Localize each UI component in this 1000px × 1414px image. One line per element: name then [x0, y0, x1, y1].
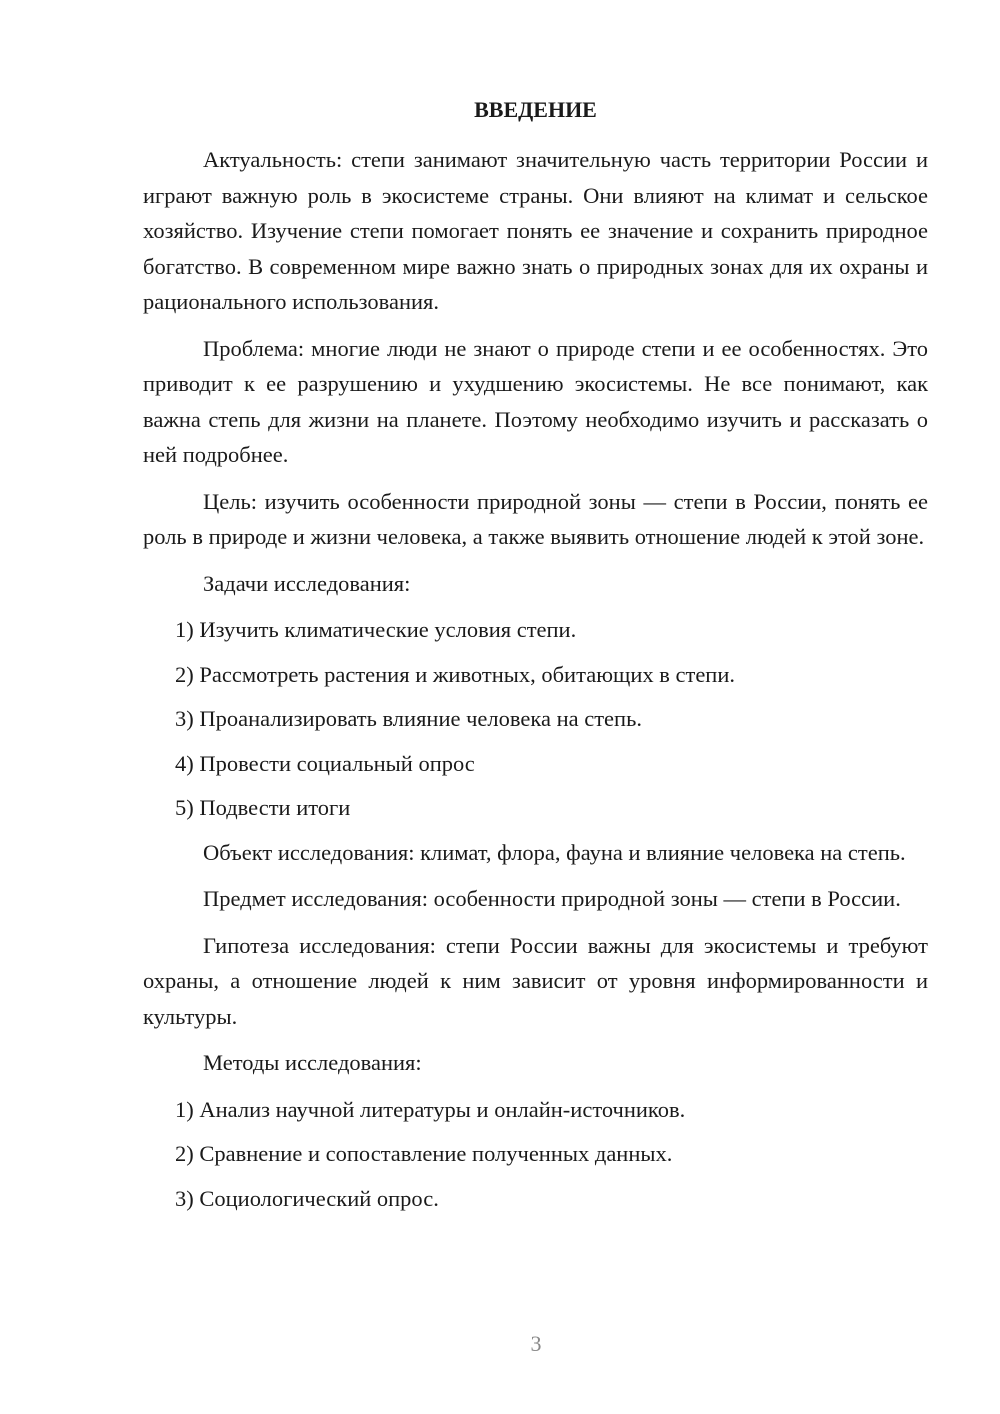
- task-item: 4) Провести социальный опрос: [175, 750, 475, 776]
- methods-heading: Методы исследования:: [203, 1050, 422, 1075]
- paragraph-relevance: Актуальность: степи занимают значительную часть территории России и играют важную роль в экосистеме страны. Они влияют на климат и сельское хозяйство. Изучение степи помогает понять ее значение и сохранить природное богатство. В современном мире важно знать о природных зонах для их охраны и рационального использования.: [143, 147, 928, 314]
- task-item: 5) Подвести итоги: [175, 795, 351, 820]
- paragraph-object: Объект исследования: климат, флора, фауна и влияние человека на степь.: [203, 839, 906, 865]
- tasks-heading: Задачи исследования:: [203, 570, 411, 596]
- page-number: 3: [530, 1331, 542, 1356]
- method-item: 1) Анализ научной литературы и онлайн-источников.: [175, 1096, 686, 1122]
- paragraph-hypothesis: Гипотеза исследования: степи России важны для экосистемы и требуют охраны, а отношение людей к ним зависит от уровня информированности и культуры.: [143, 932, 928, 1029]
- page-body: [143, 142, 928, 1225]
- tasks-list: [143, 612, 928, 825]
- paragraph-problem: Проблема: многие люди не знают о природе степи и ее особенностях. Это приводит к ее разрушению и ухудшению экосистемы. Не все понимают, как важна степь для жизни на планете. Поэтому необходимо изучить и рассказать о ней подробнее.: [143, 335, 928, 467]
- task-item: 2) Рассмотреть растения и животных, обитающих в степи.: [175, 661, 736, 687]
- method-item: 3) Социологический опрос.: [175, 1185, 439, 1211]
- method-item: 2) Сравнение и сопоставление полученных данных.: [175, 1141, 673, 1166]
- methods-list: [143, 1092, 928, 1216]
- paragraph-subject: Предмет исследования: особенности природной зоны — степи в России.: [203, 886, 901, 911]
- task-item: 3) Проанализировать влияние человека на степь.: [175, 706, 642, 731]
- task-item: 1) Изучить климатические условия степи.: [175, 617, 577, 642]
- page-title: ВВЕДЕНИЕ: [474, 97, 597, 122]
- paragraph-goal: Цель: изучить особенности природной зоны — степи в России, понять ее роль в природе и жизни человека, а также выявить отношение людей к этой зоне.: [143, 488, 928, 549]
